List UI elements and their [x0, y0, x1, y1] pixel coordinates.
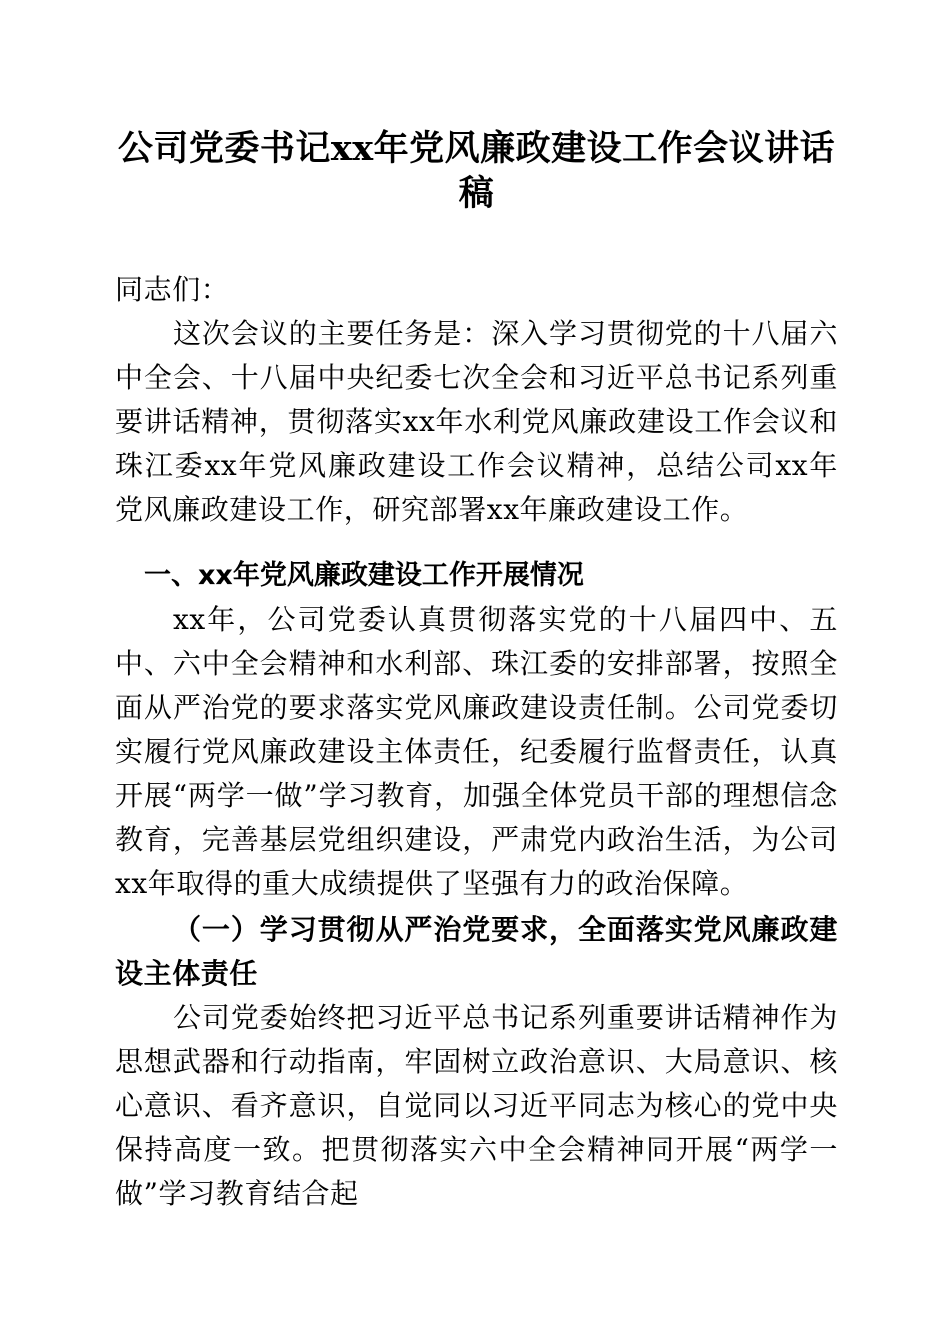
page-title-text: 公司党委书记xx年党风廉政建设工作会议讲话稿 — [117, 128, 836, 214]
salutation-line: 同志们： — [115, 273, 230, 306]
subheading-one-1: （一）学习贯彻从严治党要求，全面落实党风廉政建设主体责任 — [115, 913, 838, 990]
paragraph-subsection-one-1-body: 公司党委始终把习近平总书记系列重要讲话精神作为思想武器和行动指南，牢固树立政治意识、大局意识、核心意识、看齐意识，自觉同以习近平同志为核心的党中央保持高度一致。把贯彻落实六中全会精神同开展“两学一做”学习教育结合起 — [115, 1001, 838, 1210]
section-heading-one: 一、xx年党风廉政建设工作开展情况 — [144, 560, 584, 591]
paragraph-intro: 这次会议的主要任务是：深入学习贯彻党的十八届六中全会、十八届中央纪委七次全会和习近平总书记系列重要讲话精神，贯彻落实xx年水利党风廉政建设工作会议和珠江委xx年党风廉政建设工作会议精神，总结公司xx年党风廉政建设工作，研究部署xx年廉政建设工作。 — [115, 317, 838, 526]
paragraph-section-one-body: xx年，公司党委认真贯彻落实党的十八届四中、五中、六中全会精神和水利部、珠江委的安排部署，按照全面从严治党的要求落实党风廉政建设责任制。公司党委切实履行党风廉政建设主体责任，纪委履行监督责任，认真开展“两学一做”学习教育，加强全体党员干部的理想信念教育，完善基层党组织建设，严肃党内政治生活，为公司xx年取得的重大成绩提供了坚强有力的政治保障。 — [115, 603, 838, 900]
page-title — [115, 0, 838, 216]
document-body — [115, 0, 838, 1216]
